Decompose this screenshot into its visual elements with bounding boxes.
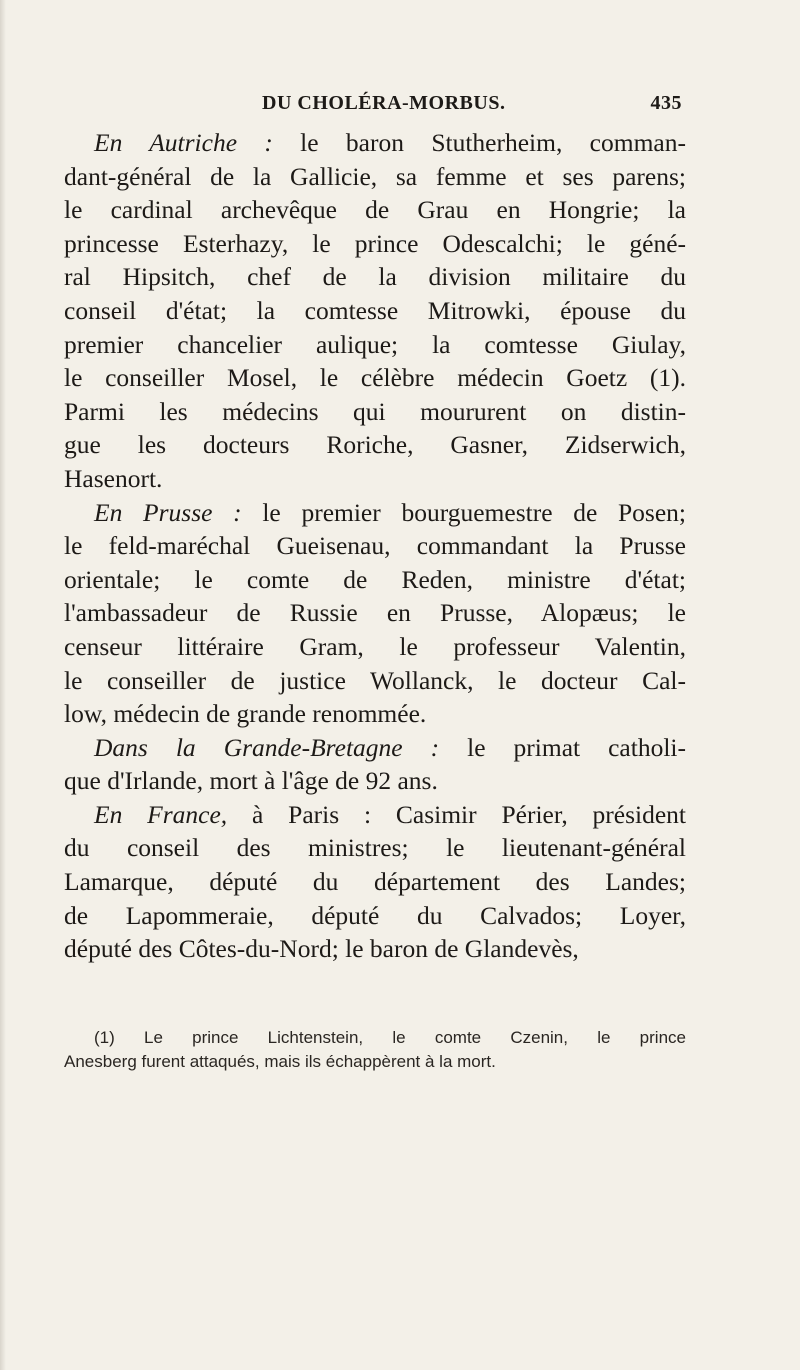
text-line: député des Côtes-du-Nord; le baron de Glandevès, (64, 934, 579, 964)
text-line: princesse Esterhazy, le prince Odescalchi; le géné- (64, 228, 686, 258)
text-line: conseil d'état; la comtesse Mitrowki, épouse du (64, 295, 686, 325)
text-line (64, 731, 686, 765)
section-lead: En Autriche : (94, 128, 273, 157)
body-text (64, 126, 686, 966)
text-line: le feld-maréchal Gueisenau, commandant la Prusse (64, 531, 686, 561)
text-line: gue les docteurs Roriche, Gasner, Zidserwich, (64, 430, 686, 460)
line-text: le baron Stutherheim, comman- (272, 128, 686, 157)
text-line: premier chancelier aulique; la comtesse Giulay, (64, 329, 686, 359)
text-line: le conseiller de justice Wollanck, le docteur Cal- (64, 665, 686, 695)
text-line: l'ambassadeur de Russie en Prusse, Alopæus; le (64, 598, 686, 628)
text-line: orientale; le comte de Reden, ministre d'état; (64, 564, 686, 594)
text-line: que d'Irlande, mort à l'âge de 92 ans. (64, 766, 438, 796)
page-number: 435 (650, 92, 682, 114)
text-line: low, médecin de grande renommée. (64, 699, 427, 729)
text-line: Parmi les médecins qui moururent on distin- (64, 396, 686, 426)
line-text: à Paris : Casimir Périer, président (227, 799, 686, 829)
line-text: le premier bourguemestre de Posen; (241, 497, 686, 527)
paragraph (64, 126, 686, 496)
text-line: le cardinal archevêque de Grau en Hongrie; la (64, 195, 686, 225)
text-line: Lamarque, député du département des Landes; (64, 867, 686, 897)
text-line (64, 798, 686, 832)
paragraph (64, 731, 686, 798)
text-line: le conseiller Mosel, le célèbre médecin Goetz (1). (64, 363, 686, 393)
section-lead: Dans la Grande-Bretagne : (94, 732, 440, 762)
running-header (262, 92, 682, 122)
footnote-line: (1) Le prince Lichtenstein, le comte Czenin, le prince (94, 1028, 686, 1047)
running-title: DU CHOLÉRA-MORBUS. (262, 92, 506, 114)
page-spine-shadow (0, 0, 6, 1370)
footnote (64, 1026, 686, 1074)
section-lead: En France, (94, 799, 228, 829)
text-line: censeur littéraire Gram, le professeur Valentin, (64, 631, 686, 661)
text-line: ral Hipsitch, chef de la division militaire du (64, 262, 686, 292)
text-line: de Lapommeraie, député du Calvados; Loyer, (64, 900, 686, 930)
line-text: le primat catholi- (439, 732, 686, 762)
text-line (64, 126, 686, 160)
text-line (64, 496, 686, 530)
text-line: Hasenort. (64, 463, 163, 493)
text-line: du conseil des ministres; le lieutenant-général (64, 833, 686, 863)
footnote-line: Anesberg furent attaqués, mais ils échappèrent à la mort. (64, 1052, 496, 1071)
paragraph (64, 798, 686, 966)
paragraph (64, 496, 686, 731)
text-line: dant-général de la Gallicie, sa femme et ses parens; (64, 161, 686, 191)
section-lead: En Prusse : (94, 497, 242, 527)
